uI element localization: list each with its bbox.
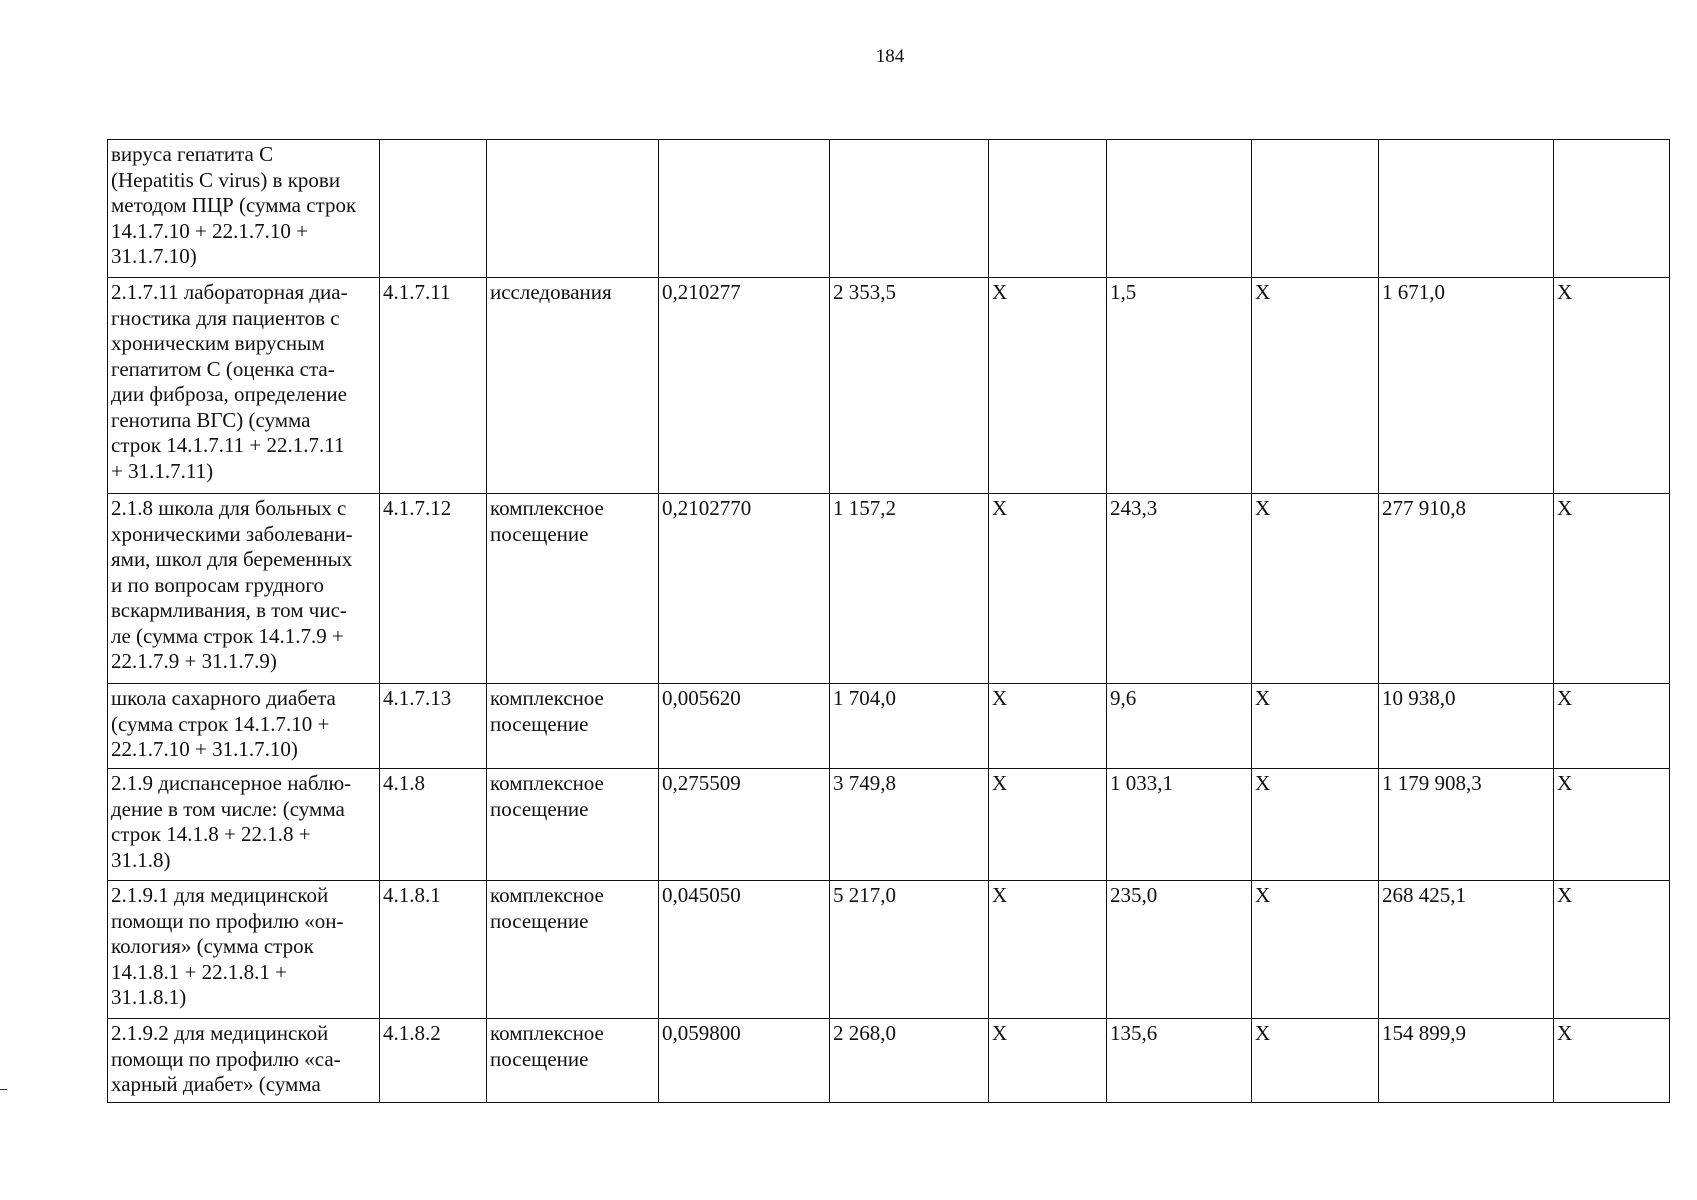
unit-cell [487,1019,659,1103]
table-row [108,1019,1670,1103]
value-cell-1: 243,3 [1107,494,1252,684]
value-cell-1: 1,5 [1107,278,1252,494]
value-cell-1: 235,0 [1107,881,1252,1019]
row-name-line: хроническим вирусным [111,331,325,355]
value-cell-1: 1 033,1 [1107,769,1252,881]
row-code-cell: 4.1.8.1 [380,881,487,1019]
row-name-line: вскармливания, в том чис- [111,598,347,622]
unit-line: исследования [490,280,612,304]
rate-cell: 0,045050 [659,881,830,1019]
table-row [108,769,1670,881]
x-cell-1: X [989,1019,1107,1103]
x-cell-3: X [1554,1019,1670,1103]
row-name-cell [108,684,380,769]
rate-cell [659,140,830,278]
row-name-line: школа сахарного диабета [111,686,336,710]
rate-cell: 0,2102770 [659,494,830,684]
row-name-line: 2.1.9 диспансерное наблю- [111,771,352,795]
row-name-line: харный диабет» (сумма [111,1072,321,1096]
unit-line: посещение [490,796,589,821]
x-cell-1: X [989,881,1107,1019]
row-name-line: 31.1.8.1) [111,985,187,1009]
row-name-line: 31.1.7.10) [111,244,197,268]
margin-mark [0,1089,7,1090]
row-name-line: методом ПЦР (сумма строк [111,193,357,217]
row-name-cell [108,140,380,278]
unit-line: посещение [490,711,589,736]
x-cell-3 [1554,140,1670,278]
row-name-line: хроническими заболевани- [111,521,353,546]
x-cell-2: X [1252,494,1379,684]
cost-cell: 2 268,0 [830,1019,989,1103]
row-name-line: строк 14.1.7.11 + 22.1.7.11 [111,433,345,457]
row-name-cell [108,881,380,1019]
x-cell-3: X [1554,769,1670,881]
row-name-cell [108,769,380,881]
page-number: 184 [875,46,905,67]
value-cell-2: 277 910,8 [1379,494,1554,684]
row-name-line: 2.1.8 школа для больных с [111,496,347,520]
unit-line: комплексное [490,1021,604,1045]
value-cell-2: 268 425,1 [1379,881,1554,1019]
unit-cell [487,769,659,881]
row-name-cell [108,494,380,684]
row-name-line: 31.1.8) [111,847,171,872]
table-row [108,278,1670,494]
cost-cell [830,140,989,278]
row-name-line: и по вопросам грудного [111,572,324,597]
x-cell-2 [1252,140,1379,278]
x-cell-2: X [1252,1019,1379,1103]
value-cell-2: 10 938,0 [1379,684,1554,769]
row-code-cell: 4.1.7.12 [380,494,487,684]
row-code-cell: 4.1.8.2 [380,1019,487,1103]
cost-cell: 5 217,0 [830,881,989,1019]
cost-cell: 1 157,2 [830,494,989,684]
value-cell-2 [1379,140,1554,278]
row-name-line: гепатитом С (оценка ста- [111,356,335,381]
x-cell-3: X [1554,881,1670,1019]
row-name-line: дии фиброза, определение [111,382,347,406]
unit-line: комплексное [490,771,604,795]
rate-cell: 0,005620 [659,684,830,769]
unit-line: посещение [490,1046,589,1071]
row-code-cell [380,140,487,278]
x-cell-1: X [989,278,1107,494]
row-name-line: ле (сумма строк 14.1.7.9 + [111,623,344,648]
row-name-line: помощи по профилю «са- [111,1046,341,1071]
row-name-line: (сумма строк 14.1.7.10 + [111,711,330,736]
row-name-line: 2.1.9.1 для медицинской [111,883,329,907]
unit-line: комплексное [490,496,604,520]
unit-line: посещение [490,908,589,933]
value-cell-2: 1 179 908,3 [1379,769,1554,881]
unit-cell [487,140,659,278]
x-cell-1: X [989,684,1107,769]
unit-cell [487,494,659,684]
unit-line: комплексное [490,686,604,710]
row-name-line: 14.1.8.1 + 22.1.8.1 + [111,959,287,984]
row-name-line: помощи по профилю «он- [111,908,344,933]
row-code-cell: 4.1.8 [380,769,487,881]
unit-cell [487,684,659,769]
row-name-line: строк 14.1.8 + 22.1.8 + [111,822,311,846]
cost-cell: 1 704,0 [830,684,989,769]
row-name-line: (Hepatitis C virus) в крови [111,167,341,192]
rate-cell: 0,059800 [659,1019,830,1103]
row-name-line: кология» (сумма строк [111,934,314,958]
table-body [108,140,1670,1103]
row-name-line: 22.1.7.10 + 31.1.7.10) [111,737,298,761]
row-name-cell [108,278,380,494]
x-cell-2: X [1252,881,1379,1019]
row-name-cell [108,1019,380,1103]
value-cell-1: 135,6 [1107,1019,1252,1103]
row-name-line: + 31.1.7.11) [111,458,214,483]
row-name-line: 22.1.7.9 + 31.1.7.9) [111,649,277,673]
x-cell-1: X [989,494,1107,684]
table-row [108,881,1670,1019]
value-cell-2: 154 899,9 [1379,1019,1554,1103]
table-row [108,494,1670,684]
x-cell-3: X [1554,278,1670,494]
row-name-line: 2.1.9.2 для медицинской [111,1021,329,1045]
row-name-line: ями, школ для беременных [111,547,353,571]
x-cell-1: X [989,769,1107,881]
row-code-cell: 4.1.7.11 [380,278,487,494]
unit-cell [487,278,659,494]
data-table [107,139,1670,1103]
x-cell-2: X [1252,769,1379,881]
unit-line: посещение [490,521,589,546]
table-row [108,684,1670,769]
row-name-line: 2.1.7.11 лабораторная диа- [111,280,348,304]
row-name-line: 14.1.7.10 + 22.1.7.10 + [111,218,308,243]
row-name-line: гностика для пациентов с [111,305,340,330]
rate-cell: 0,210277 [659,278,830,494]
row-name-line: генотипа ВГС) (сумма [111,407,311,432]
table-row [108,140,1670,278]
x-cell-3: X [1554,494,1670,684]
x-cell-2: X [1252,684,1379,769]
value-cell-1: 9,6 [1107,684,1252,769]
x-cell-3: X [1554,684,1670,769]
unit-cell [487,881,659,1019]
x-cell-2: X [1252,278,1379,494]
row-name-line: дение в том числе: (сумма [111,796,345,821]
row-name-line: вируса гепатита С [111,142,274,166]
value-cell-2: 1 671,0 [1379,278,1554,494]
value-cell-1 [1107,140,1252,278]
cost-cell: 2 353,5 [830,278,989,494]
x-cell-1 [989,140,1107,278]
rate-cell: 0,275509 [659,769,830,881]
unit-line: комплексное [490,883,604,907]
row-code-cell: 4.1.7.13 [380,684,487,769]
cost-cell: 3 749,8 [830,769,989,881]
